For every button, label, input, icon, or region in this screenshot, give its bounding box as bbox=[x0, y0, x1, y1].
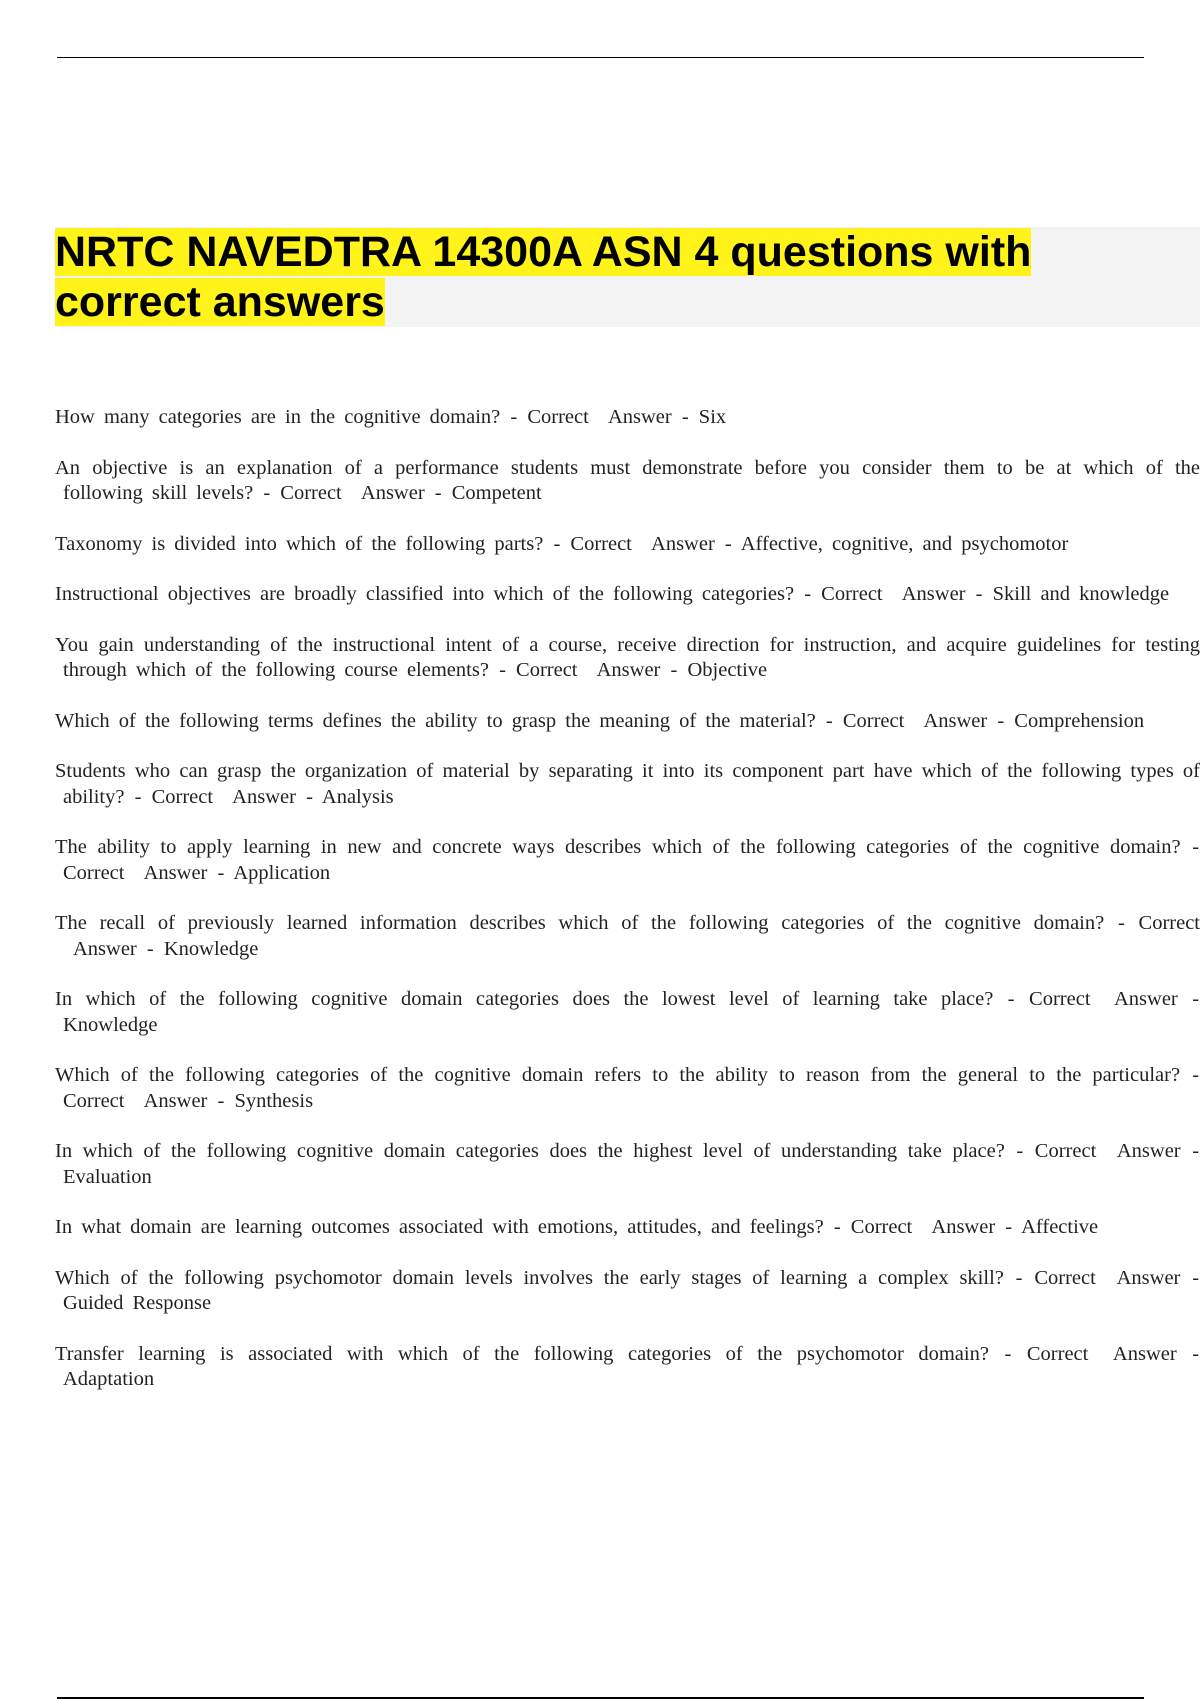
separator: - bbox=[217, 1089, 225, 1112]
qa-item bbox=[55, 456, 1200, 507]
separator: - bbox=[217, 861, 225, 884]
qa-item bbox=[55, 405, 1200, 431]
separator: - bbox=[1192, 1064, 1200, 1086]
separator: - bbox=[510, 406, 518, 428]
separator: - bbox=[499, 659, 506, 681]
separator: - bbox=[1192, 988, 1200, 1010]
document-title-highlight: NRTC NAVEDTRA 14300A ASN 4 questions with correct answers bbox=[55, 228, 1032, 326]
answer-text: Application bbox=[233, 861, 331, 884]
qa-item bbox=[55, 1342, 1200, 1393]
question-text: In what domain are learning outcomes associated with emotions, attitudes, and feelings? bbox=[55, 1216, 824, 1238]
qa-item bbox=[55, 633, 1200, 684]
answer-label: Answer bbox=[1116, 1140, 1181, 1162]
question-text: Which of the following psychomotor domain levels involves the early stages of learning a complex skill? bbox=[55, 1266, 1004, 1289]
question-text: Instructional objectives are broadly classified into which of the following categories? bbox=[55, 583, 795, 605]
answer-text: Six bbox=[698, 406, 727, 428]
separator: - bbox=[434, 482, 442, 504]
answer-text: Analysis bbox=[321, 785, 394, 808]
separator: - bbox=[263, 482, 271, 504]
separator: - bbox=[146, 937, 154, 960]
correct-label: Correct bbox=[1026, 1342, 1089, 1365]
answer-text: Synthesis bbox=[234, 1089, 314, 1112]
answer-label: Answer bbox=[1112, 1342, 1177, 1365]
answer-text: Skill and knowledge bbox=[992, 583, 1170, 605]
separator: - bbox=[134, 785, 142, 808]
correct-label: Correct bbox=[821, 583, 883, 605]
answer-text: Adaptation bbox=[63, 1368, 155, 1390]
answer-text: Knowledge bbox=[163, 937, 259, 960]
answer-label: Answer bbox=[143, 1089, 208, 1112]
qa-item bbox=[55, 532, 1200, 558]
separator: - bbox=[975, 583, 983, 605]
answer-label: Answer bbox=[931, 1216, 996, 1238]
separator: - bbox=[553, 532, 561, 555]
answer-label: Answer bbox=[901, 583, 966, 605]
answer-label: Answer bbox=[360, 482, 425, 504]
qa-list bbox=[55, 405, 1200, 1418]
answer-text: Comprehension bbox=[1014, 709, 1145, 732]
separator: - bbox=[1192, 1342, 1200, 1365]
question-text: Taxonomy is divided into which of the following parts? bbox=[55, 532, 544, 555]
answer-label: Answer bbox=[143, 861, 208, 884]
qa-item bbox=[55, 911, 1200, 962]
separator: - bbox=[724, 532, 732, 555]
answer-label: Answer bbox=[232, 785, 296, 808]
answer-label: Answer bbox=[607, 406, 672, 428]
question-text: In which of the following cognitive domain categories does the lowest level of learning take place? bbox=[55, 988, 994, 1010]
separator: - bbox=[681, 406, 689, 428]
top-rule bbox=[57, 57, 1144, 58]
correct-label: Correct bbox=[1034, 1140, 1097, 1162]
answer-label: Answer bbox=[1116, 1266, 1181, 1289]
separator: - bbox=[825, 709, 833, 732]
correct-label: Correct bbox=[1029, 988, 1091, 1010]
separator: - bbox=[997, 709, 1005, 732]
separator: - bbox=[1015, 1266, 1023, 1289]
qa-item bbox=[55, 1063, 1200, 1114]
separator: - bbox=[306, 785, 313, 808]
answer-text: Affective bbox=[1021, 1216, 1099, 1238]
qa-item bbox=[55, 1139, 1200, 1190]
answer-text: Objective bbox=[687, 659, 768, 681]
answer-label: Answer bbox=[1113, 988, 1178, 1010]
question-text: The ability to apply learning in new and concrete ways describes which of the following categories of the cognitive domain? bbox=[55, 836, 1181, 858]
correct-label: Correct bbox=[570, 532, 632, 555]
correct-label: Correct bbox=[842, 709, 905, 732]
answer-label: Answer bbox=[596, 659, 661, 681]
qa-item bbox=[55, 1266, 1200, 1317]
question-text: You gain understanding of the instructional intent of a course, receive direction for instruction, and acquire guidelines for testing through which of the following course elements? bbox=[55, 633, 1200, 681]
question-text: Which of the following terms defines the ability to grasp the meaning of the material? bbox=[55, 709, 816, 732]
answer-text: Evaluation bbox=[63, 1165, 152, 1188]
correct-label: Correct bbox=[527, 406, 589, 428]
separator: - bbox=[1005, 1216, 1013, 1238]
answer-label: Answer bbox=[73, 937, 137, 960]
qa-item bbox=[55, 709, 1200, 735]
separator: - bbox=[1192, 1140, 1200, 1162]
separator: - bbox=[1117, 912, 1125, 934]
correct-label: Correct bbox=[280, 482, 342, 504]
correct-label: Correct bbox=[516, 659, 578, 681]
qa-item bbox=[55, 987, 1200, 1038]
qa-item bbox=[55, 835, 1200, 886]
answer-text: Competent bbox=[451, 482, 542, 504]
question-text: Which of the following categories of the cognitive domain refers to the ability to reason from the general to the particular? bbox=[55, 1064, 1181, 1086]
correct-label: Correct bbox=[850, 1216, 913, 1238]
document-title bbox=[55, 227, 1135, 327]
separator: - bbox=[1192, 836, 1200, 858]
separator: - bbox=[670, 659, 678, 681]
correct-label: Correct bbox=[63, 1089, 125, 1112]
answer-label: Answer bbox=[923, 709, 988, 732]
qa-item bbox=[55, 1215, 1200, 1241]
separator: - bbox=[804, 583, 812, 605]
question-text: In which of the following cognitive domain categories does the highest level of understanding take place? bbox=[55, 1140, 1005, 1162]
correct-label: Correct bbox=[1034, 1266, 1096, 1289]
question-text: An objective is an explanation of a performance students must demonstrate before you consider them to be at which of the following skill levels? bbox=[55, 456, 1200, 504]
separator: - bbox=[1016, 1140, 1024, 1162]
separator: - bbox=[1007, 988, 1015, 1010]
correct-label: Correct bbox=[151, 785, 214, 808]
answer-text: Knowledge bbox=[63, 1013, 158, 1036]
question-text: Transfer learning is associated with which of the following categories of the psychomotor domain? bbox=[55, 1342, 989, 1365]
bottom-rule bbox=[57, 1697, 1144, 1699]
answer-text: Guided Response bbox=[63, 1292, 212, 1314]
question-text: Students who can grasp the organization of material by separating it into its component part have which of the following types of ability? bbox=[55, 760, 1200, 808]
correct-label: Correct bbox=[1138, 912, 1200, 934]
separator: - bbox=[833, 1216, 841, 1238]
answer-text: Affective, cognitive, and psychomotor bbox=[740, 532, 1069, 555]
qa-item bbox=[55, 759, 1200, 810]
separator: - bbox=[1192, 1266, 1200, 1289]
question-text: How many categories are in the cognitive domain? bbox=[55, 406, 501, 428]
qa-item bbox=[55, 582, 1200, 608]
separator: - bbox=[1004, 1342, 1012, 1365]
question-text: The recall of previously learned information describes which of the following categories of the cognitive domain? bbox=[55, 912, 1105, 934]
correct-label: Correct bbox=[63, 861, 125, 884]
answer-label: Answer bbox=[651, 532, 715, 555]
